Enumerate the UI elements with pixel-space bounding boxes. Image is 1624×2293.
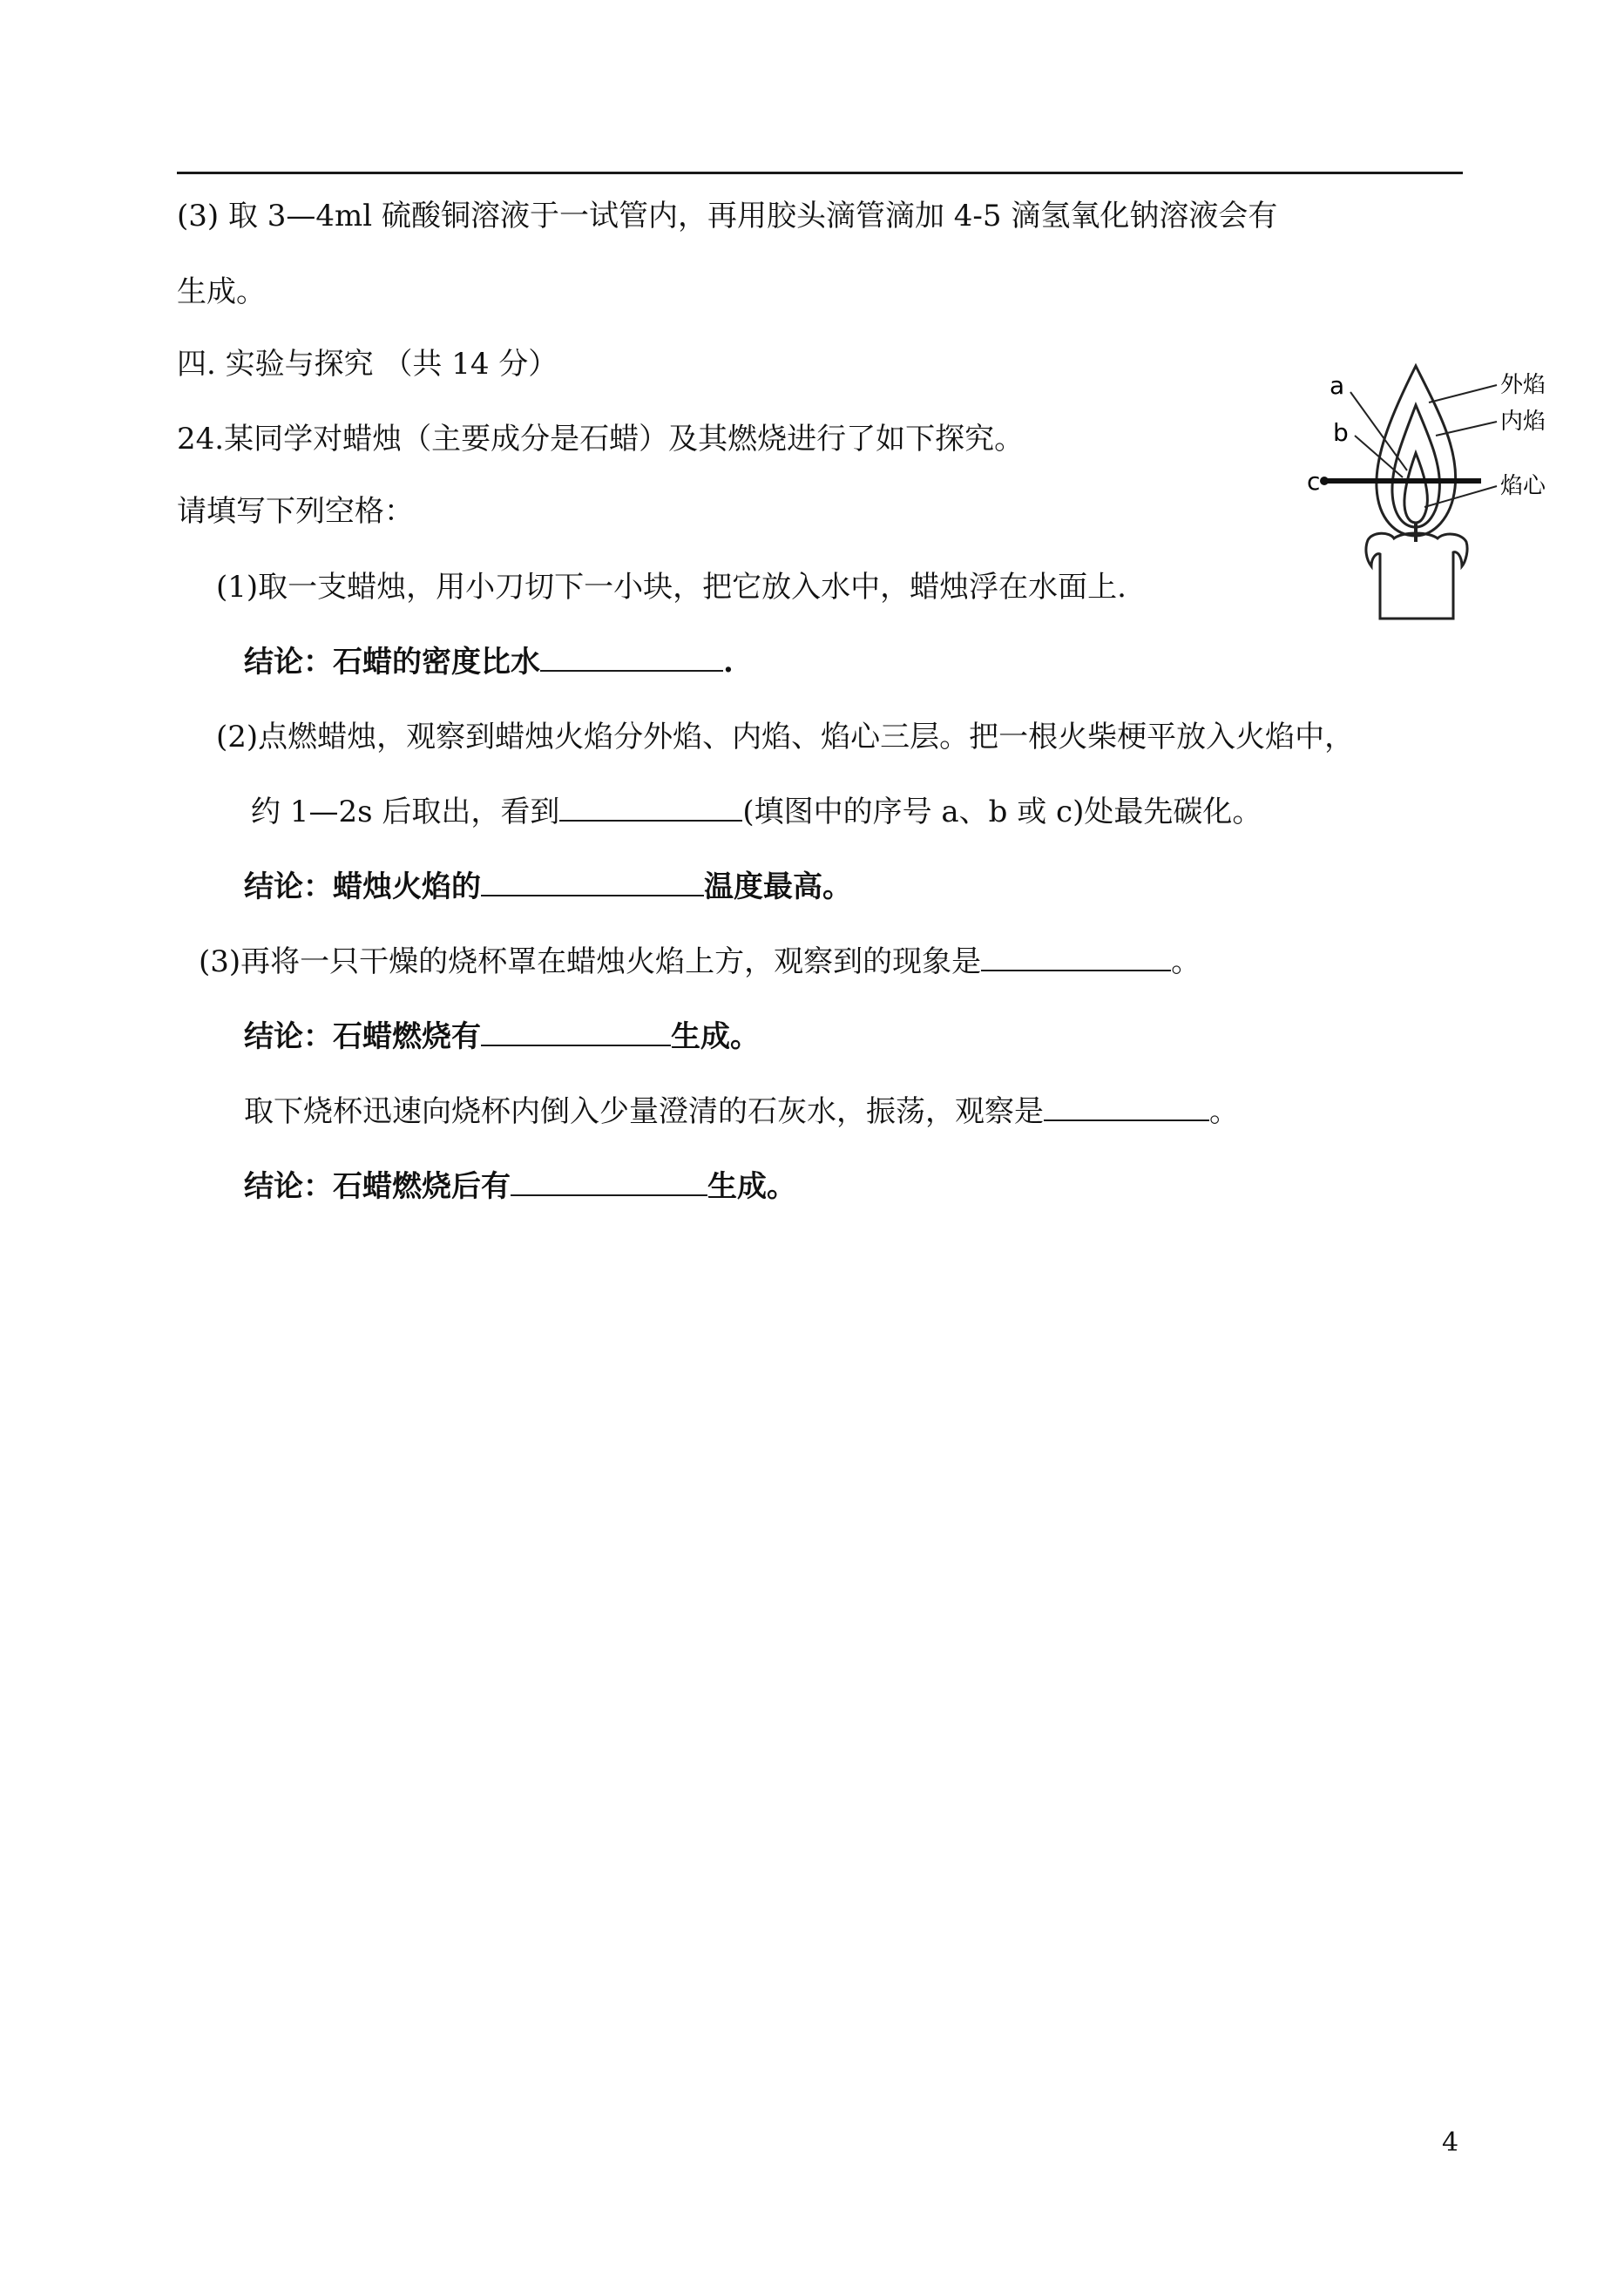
- part2-line2-end: (填图中的序号 a、b 或 c)处最先碳化。: [742, 795, 1262, 829]
- q24-intro: 24.某同学对蜡烛（主要成分是石蜡）及其燃烧进行了如下探究。: [177, 422, 1025, 457]
- page-number: 4: [1442, 2127, 1459, 2158]
- outer-flame-label: 外焰: [1500, 372, 1546, 398]
- part3-conclusion1-end: 生成。: [671, 1019, 760, 1054]
- part3-text2-label: 取下烧杯迅速向烧杯内倒入少量澄清的石灰水，振荡，观察是: [244, 1094, 1044, 1129]
- inner-flame-label: 内焰: [1500, 409, 1546, 435]
- answer-blank-5[interactable]: [481, 1018, 671, 1046]
- part1-conclusion-end: .: [723, 645, 734, 680]
- flame-core-label: 焰心: [1500, 473, 1546, 499]
- part1-conclusion: [244, 643, 734, 681]
- header-rule: [177, 172, 1463, 174]
- part3-text-label: (3)再将一只干燥的烧杯罩在蜡烛火焰上方，观察到的现象是: [199, 944, 982, 979]
- part3-conclusion2: [244, 1167, 796, 1206]
- part3-conclusion2-end: 生成。: [707, 1169, 796, 1204]
- part1-conclusion-label: 结论：石蜡的密度比水: [244, 645, 540, 680]
- answer-blank-2[interactable]: [559, 794, 742, 822]
- point-b-label: b: [1333, 418, 1349, 447]
- outer-flame-leader: [1429, 385, 1497, 402]
- part3-text: [199, 943, 1201, 981]
- answer-blank-4[interactable]: [981, 944, 1171, 971]
- part3-text-end: 。: [1171, 944, 1201, 979]
- part2-conclusion-end: 温度最高。: [704, 869, 852, 904]
- point-c-marker: [1320, 477, 1329, 485]
- instruction: 请填写下列空格：: [177, 494, 414, 529]
- part3-conclusion1-label: 结论：石蜡燃烧有: [244, 1019, 481, 1054]
- point-c-label: c: [1307, 467, 1321, 496]
- q3-line1: (3) 取 3—4ml 硫酸铜溶液于一试管内，再用胶头滴管滴加 4-5 滴氢氧化钠溶液会有: [177, 199, 1278, 233]
- part3-conclusion1: [244, 1018, 760, 1056]
- part3-text2-end: 。: [1209, 1094, 1239, 1129]
- answer-blank-1[interactable]: [540, 644, 723, 672]
- flame-core-leader: [1424, 486, 1497, 507]
- answer-blank-6[interactable]: [1044, 1093, 1209, 1121]
- flame-core-shape: [1404, 453, 1428, 523]
- part2-conclusion: [244, 868, 852, 906]
- part2-line2: [251, 793, 1262, 831]
- part2-line2-label: 约 1—2s 后取出，看到: [251, 795, 560, 829]
- pointer-b-line: [1355, 436, 1403, 477]
- part3-conclusion2-label: 结论：石蜡燃烧后有: [244, 1169, 511, 1204]
- part2-text: (2)点燃蜡烛，观察到蜡烛火焰分外焰、内焰、焰心三层。把一根火柴梗平放入火焰中，: [216, 720, 1355, 754]
- candle-flame-figure: [1307, 357, 1568, 636]
- point-a-label: a: [1330, 371, 1345, 400]
- part2-conclusion-label: 结论：蜡烛火焰的: [244, 869, 481, 904]
- q3-line2: 生成。: [177, 274, 266, 309]
- part1-text: (1)取一支蜡烛，用小刀切下一小块，把它放入水中，蜡烛浮在水面上.: [216, 570, 1127, 605]
- answer-blank-7[interactable]: [511, 1168, 707, 1196]
- answer-blank-3[interactable]: [481, 869, 704, 896]
- candle-body: [1366, 533, 1467, 619]
- section-heading: 四. 实验与探究 （共 14 分）: [177, 347, 558, 382]
- part3-text2: [244, 1092, 1239, 1131]
- inner-flame-shape: [1392, 405, 1439, 527]
